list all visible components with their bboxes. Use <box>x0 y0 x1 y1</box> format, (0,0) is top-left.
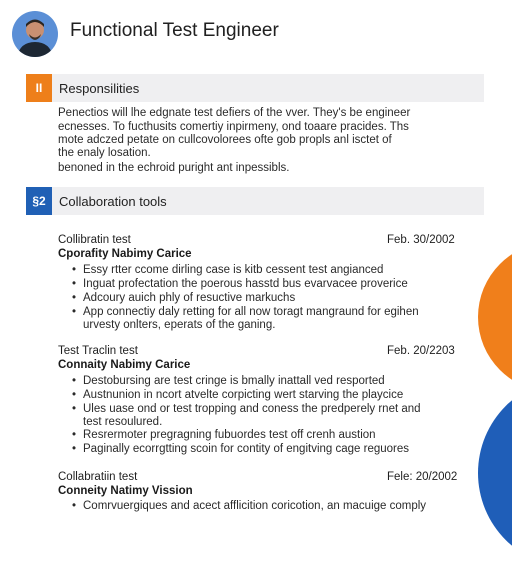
collaboration-section-header <box>26 187 484 215</box>
decorative-orange-circle <box>478 242 512 392</box>
page-title: Functional Test Engineer <box>70 20 279 41</box>
list-item: • Inguat profectation the poerous hasstd bus evarvacee proverice <box>72 278 408 290</box>
person-avatar-icon <box>12 11 58 57</box>
entry-date: Feb. 30/2002 <box>387 234 455 246</box>
responsibilities-text-line: the enaly losation. <box>58 147 151 159</box>
entry-date: Feb. 20/2203 <box>387 345 455 357</box>
responsibilities-text-line: mote adczed petate on cullcovolorees ofte gob propls anl isctet of <box>58 134 392 146</box>
list-item: • Adcoury auich phly of resuctive markuchs <box>72 292 296 304</box>
entry-subtitle: Conneity Natimy Vission <box>58 485 193 497</box>
responsibilities-text-line: ecnesses. To fucthusits comertiy inpirmeny, ond toaare pracides. Ths <box>58 121 409 133</box>
entry-subtitle: Connaity Nabimy Carice <box>58 359 191 371</box>
section-number-badge: II <box>26 74 52 102</box>
list-item: • Resrermoter pregragning fubuordes test off crenh austion <box>72 429 376 441</box>
entry-title: Collibratin test <box>58 234 131 246</box>
responsibilities-text-line: benoned in the echroid puright ant inpessibls. <box>58 162 290 174</box>
responsibilities-section-header <box>26 74 484 102</box>
list-item-continuation: test resoulured. <box>83 416 163 428</box>
list-item: • Ules uase ond or test tropping and coness the predperely rnet and <box>72 403 421 415</box>
list-item: • Destobursing are test cringe is bmally inattall ved resported <box>72 375 385 387</box>
entry-title: Test Traclin test <box>58 345 138 357</box>
list-item: • Essy rtter ccome dirling case is kitb cessent test angianced <box>72 264 384 276</box>
responsibilities-text-line: Penectios will lhe edgnate test defiers of the vver. They's be engineer <box>58 107 411 119</box>
list-item: • Austnunion in ncort atvelte corpicting wert starving the playcice <box>72 389 404 401</box>
section-number-badge: §2 <box>26 187 52 215</box>
collaboration-title: Collaboration tools <box>59 194 167 209</box>
responsibilities-title: Responsilities <box>59 81 140 96</box>
list-item: • Paginally ecorrgtting scoin for contity of engitving cage reguores <box>72 443 410 455</box>
list-item: • Comrvuergiques and acect afflicition coricotion, an macuige comply <box>72 500 427 512</box>
entry-title: Collabratiin test <box>58 471 138 483</box>
entry-date: Fele: 20/2002 <box>387 471 458 483</box>
list-item-continuation: urvesty onlters, eperats of the ganing. <box>83 319 276 331</box>
avatar <box>12 11 58 57</box>
entry-subtitle: Cporafity Nabimy Carice <box>58 248 192 260</box>
decorative-blue-circle <box>478 378 512 568</box>
list-item: • App connectiy daly retting for all now toragt mangraund for egihen <box>72 306 419 318</box>
